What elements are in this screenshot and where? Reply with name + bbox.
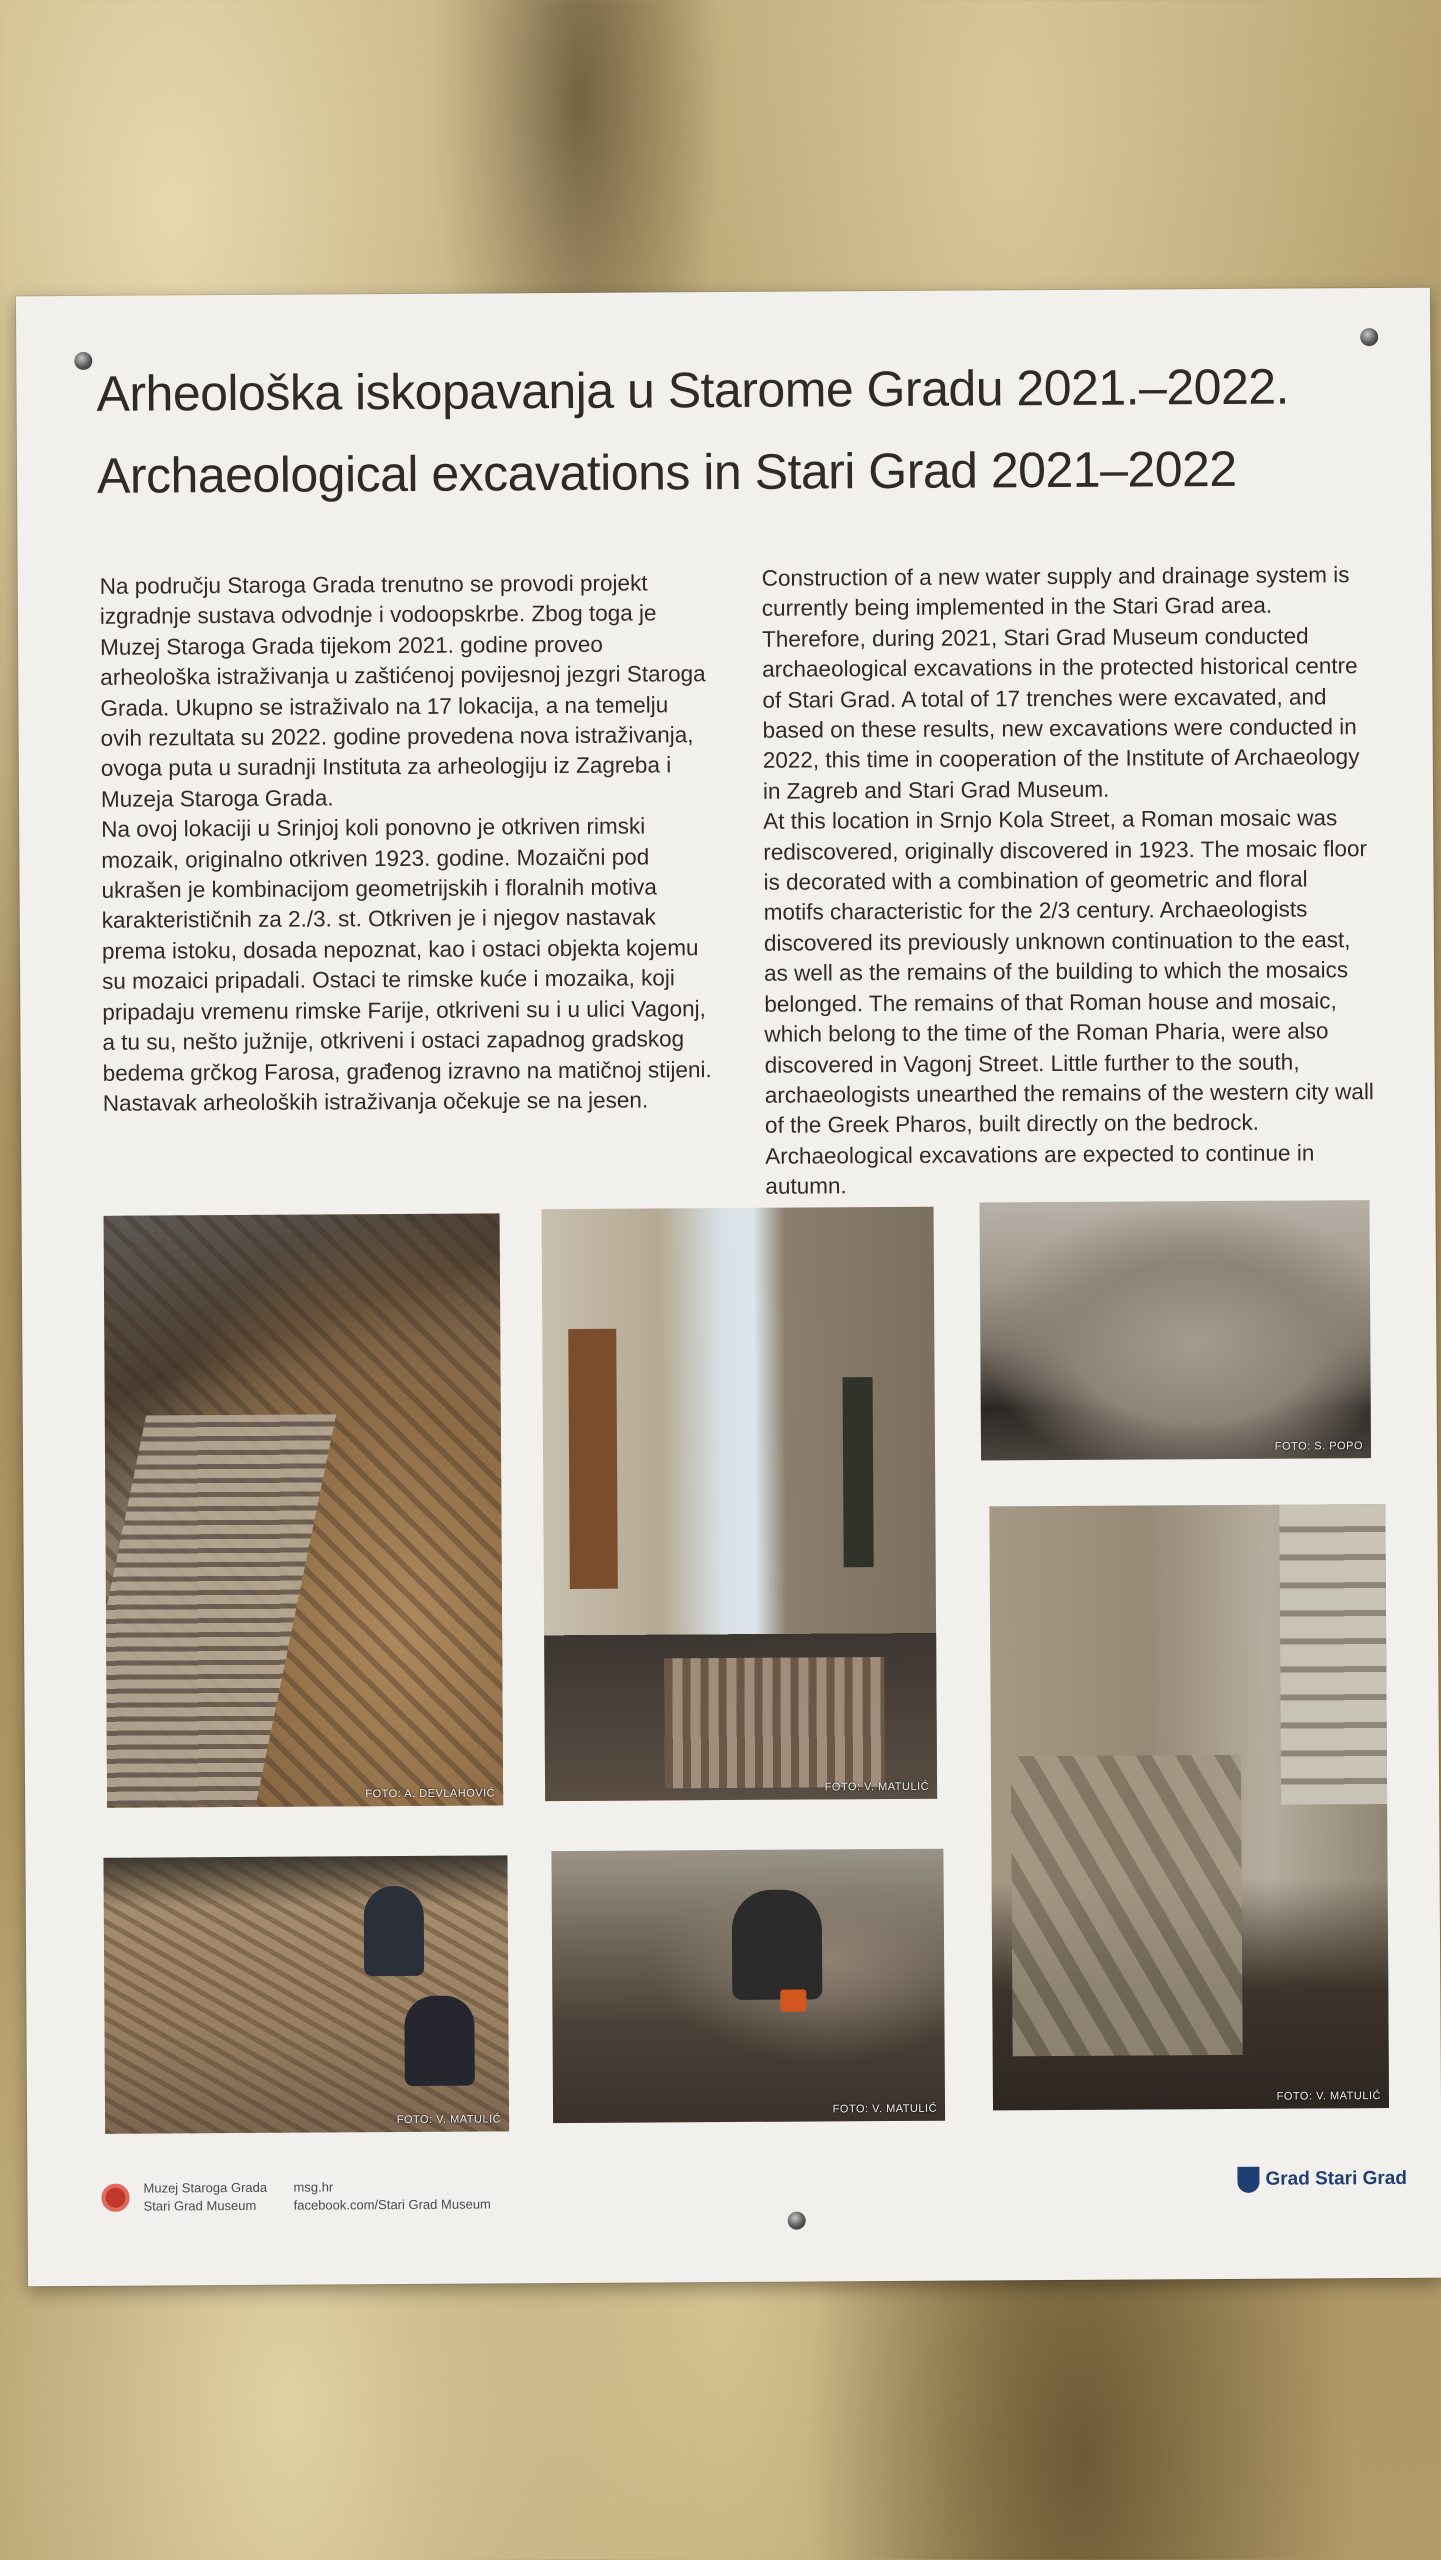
paragraph: Construction of a new water supply and drainage system is currently being implemented in the Stari Grad area. Therefore, during 2021, Stari Grad Museum conducted archaeological excavations in the protected historical centre of Stari Grad. A total of 17 trenches were excavated, and based on these results, new excavations were conducted in 2022, this time in cooperation of the Institute of Archaeology in Zagreb and Stari Grad Museum. [761, 562, 1360, 804]
paragraph: Nastavak arheoloških istraživanja očekuje se na jesen. [102, 1087, 649, 1116]
screw-bottom-icon [788, 2212, 806, 2230]
paragraph: Na području Staroga Grada trenutno se provodi projekt izgradnje sustava odvodnje i vodoopskrbe. Zbog toga je Muzej Staroga Grada tijekom 2021. godine proveo arheološka istraživanja u zaštićenoj povijesnoj jezgri Staroga Grada. Ukupno se istraživalo na 17 lokacija, a na temelju ovih rezultata su 2022. godine provedena nova istraživanja, ovoga puta u suradnji Instituta za arheologiju iz Zagreba i Muzeja Staroga Grada. [99, 570, 706, 812]
town-name: Grad Stari Grad [1265, 2167, 1408, 2190]
text-english [762, 560, 1376, 1202]
information-board [16, 288, 1441, 2287]
worker [404, 1996, 475, 2086]
stone-foundation [1011, 1755, 1243, 2056]
website-link[interactable]: msg.hr [293, 2179, 334, 2195]
title-croatian: Arheološka iskopavanja u Starome Gradu 2021.–2022. [96, 358, 1290, 422]
paragraph: At this location in Srnjo Kola Street, a Roman mosaic was rediscovered, originally discovered in 1923. The mosaic floor is decorated with a combination of geometric and floral motifs characteristic for the 2/3 century. Archaeologists discovered its previously unknown continuation to the east, as well as the remains of the building to which the mosaics belonged. The remains of that Roman house and mosaic, which belong to the time of the Roman Pharia, were also discovered in Vagonj Street. Little further to the south, archaeologists unearthed the remains of the western city wall of the Greek Pharos, built directly on the bedrock. [763, 805, 1374, 1139]
museum-logo-icon [101, 2184, 129, 2212]
photo-credit: FOTO: V. MATULIĆ [1276, 2090, 1381, 2103]
photo-street-mosaic [542, 1207, 938, 1801]
museum-name [143, 2179, 267, 2216]
photo-credit: FOTO: V. MATULIĆ [832, 2102, 938, 2116]
screw-top-left-icon [74, 352, 92, 370]
town-logo [1237, 2166, 1407, 2193]
paragraph: Na ovoj lokaciji u Srinjoj koli ponovno je otkriven rimski mozaik, originalno otkriven 1923. godine. Mozaični pod ukrašen je kombinacijom geometrijskih i floralnih motiva karakterističnih za 2./3. st. Otkriven je i njegov nastavak prema istoku, dosada nepoznat, kao i ostaci objekta kojemu su mozaici pripadali. Ostaci te rimske kuće i mozaika, koji pripadaju vremenu rimske Farije, otkriveni su i u ulici Vagonj, a tu su, nešto južnije, otkriveni i ostaci zapadnog gradskog bedema grčkog Farosa, građenog izravno na matičnoj stijeni. [101, 813, 712, 1086]
photo-credit: FOTO: S. POPO [1274, 1440, 1364, 1453]
photo-credit: FOTO: A. DEVLAHOVIĆ [365, 1787, 496, 1801]
bucket [780, 1990, 806, 2012]
text-croatian [100, 568, 713, 1119]
worker [364, 1886, 425, 1976]
photo-mosaic-excavation [104, 1213, 504, 1807]
door [568, 1329, 618, 1589]
worker [732, 1889, 823, 2000]
museum-name-en: Stari Grad Museum [143, 2197, 257, 2214]
museum-links [293, 2177, 490, 2214]
staircase [1279, 1504, 1387, 1805]
museum-name-hr: Muzej Staroga Grada [143, 2179, 268, 2196]
photo-trench-workers [551, 1849, 945, 2123]
paragraph: Archaeological excavations are expected to continue in autumn. [765, 1140, 1315, 1199]
photo-stone-wall [979, 1200, 1371, 1460]
mosaic-panel [664, 1657, 885, 1788]
door [843, 1377, 874, 1567]
mosaic-panel [104, 1414, 337, 1806]
screw-top-right-icon [1360, 328, 1378, 346]
town-shield-icon [1237, 2167, 1259, 2193]
photo-credit: FOTO: V. MATULIĆ [824, 1780, 930, 1794]
facebook-link[interactable]: facebook.com/Stari Grad Museum [293, 2196, 491, 2213]
photo-stairs-wall [989, 1504, 1389, 2110]
photo-credit: FOTO: V. MATULIĆ [396, 2113, 502, 2127]
title-english: Archaeological excavations in Stari Grad 2021–2022 [96, 440, 1237, 504]
photo-mosaic-workers [103, 1855, 509, 2133]
